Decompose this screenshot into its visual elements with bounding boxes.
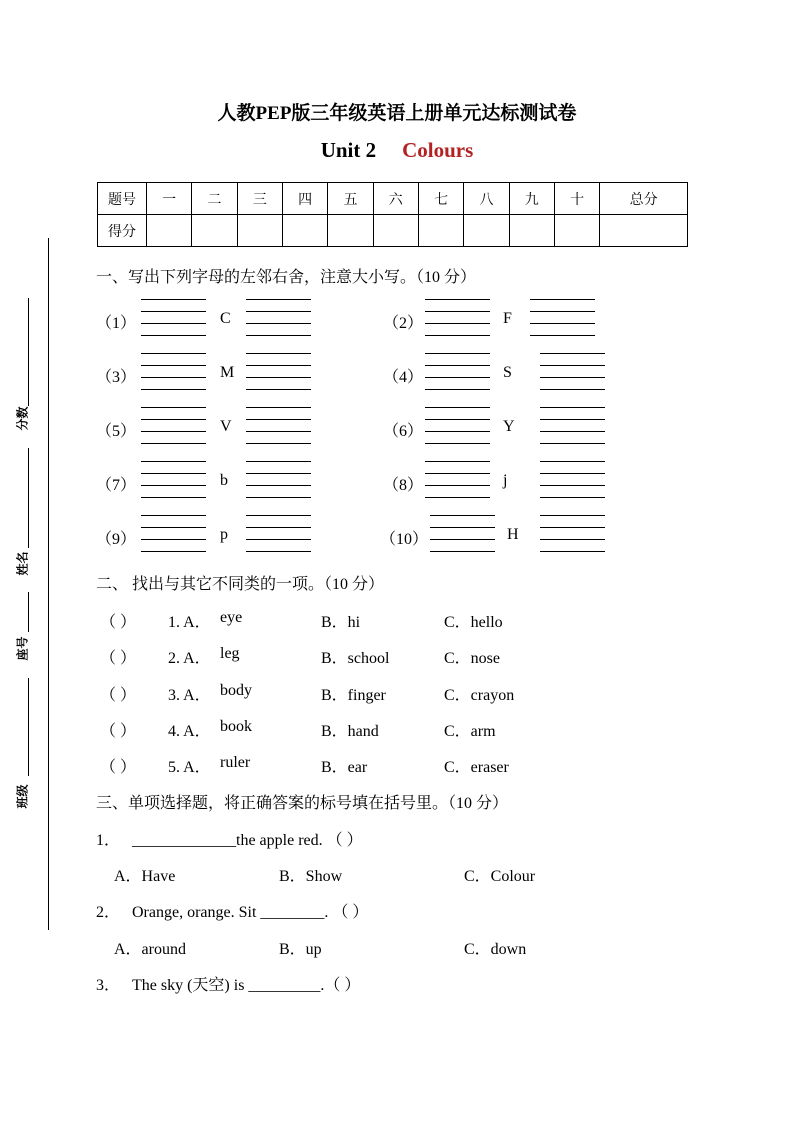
writing-line[interactable] (246, 323, 311, 324)
unit-number: Unit 2 (320, 138, 377, 162)
writing-line[interactable] (540, 431, 605, 432)
writing-line[interactable] (530, 323, 595, 324)
writing-line[interactable] (141, 323, 206, 324)
answer-paren[interactable]: （ ） (100, 650, 137, 667)
letter-item-number: （1） (96, 315, 137, 332)
writing-line[interactable] (246, 365, 311, 366)
odd-option-c: C．nose (444, 650, 501, 667)
writing-line[interactable] (425, 377, 490, 378)
writing-line[interactable] (246, 311, 311, 312)
score-table-cell: 二 (192, 183, 237, 215)
answer-paren[interactable]: （ ） (100, 687, 137, 704)
score-input-cell[interactable] (147, 215, 192, 247)
writing-line[interactable] (425, 497, 490, 498)
writing-line[interactable] (540, 443, 605, 444)
writing-line[interactable] (141, 473, 206, 474)
writing-line[interactable] (540, 515, 605, 516)
score-table (97, 182, 688, 247)
score-input-cell[interactable] (328, 215, 373, 247)
letter-item-letter: F (503, 310, 512, 327)
writing-line[interactable] (141, 497, 206, 498)
section-1-title: 一、写出下列字母的左邻右舍，注意大小写。（10 分） (96, 269, 477, 286)
unit-heading (0, 138, 794, 163)
q2-option-b: B．up (279, 941, 322, 958)
writing-line[interactable] (425, 353, 490, 354)
score-table-cell: 总分 (600, 183, 688, 215)
writing-line[interactable] (246, 473, 311, 474)
fill-line-seat[interactable] (28, 592, 29, 632)
letter-item-letter: p (220, 526, 228, 543)
odd-option-a: leg (220, 645, 240, 662)
writing-line[interactable] (141, 377, 206, 378)
odd-option-a: eye (220, 609, 243, 626)
writing-line[interactable] (246, 485, 311, 486)
margin-label-score: 分数 (15, 406, 30, 431)
section-3-title: 三、单项选择题，将正确答案的标号填在括号里。（10 分） (96, 795, 509, 812)
page-title: 人教PEP版三年级英语上册单元达标测试卷 (217, 103, 577, 124)
writing-line[interactable] (425, 419, 490, 420)
score-input-cell[interactable] (464, 215, 509, 247)
writing-line[interactable] (425, 311, 490, 312)
writing-line[interactable] (425, 389, 490, 390)
writing-line[interactable] (141, 311, 206, 312)
answer-paren[interactable]: （ ） (100, 723, 137, 740)
binding-line (48, 238, 49, 930)
letter-item-letter: S (503, 364, 512, 381)
score-input-cell[interactable] (554, 215, 599, 247)
writing-line[interactable] (540, 539, 605, 540)
score-table-cell: 三 (237, 183, 282, 215)
q1-text[interactable]: _____________the apple red. （ ） (132, 832, 363, 849)
odd-option-b: B．ear (321, 759, 368, 776)
letter-item-number: （5） (96, 423, 137, 440)
writing-line[interactable] (246, 407, 311, 408)
writing-line[interactable] (141, 515, 206, 516)
writing-line[interactable] (141, 407, 206, 408)
writing-line[interactable] (141, 527, 206, 528)
writing-line[interactable] (425, 443, 490, 444)
q2-option-c: C．down (464, 941, 527, 958)
writing-line[interactable] (430, 539, 495, 540)
writing-line[interactable] (141, 419, 206, 420)
writing-line[interactable] (246, 377, 311, 378)
q2-option-a: A．around (114, 941, 186, 958)
q2-text[interactable]: Orange, orange. Sit ________. （ ） (132, 904, 369, 921)
odd-option-a: body (220, 682, 252, 699)
writing-line[interactable] (141, 461, 206, 462)
writing-line[interactable] (246, 389, 311, 390)
writing-line[interactable] (246, 539, 311, 540)
writing-line[interactable] (430, 527, 495, 528)
fill-line-name[interactable] (28, 448, 29, 548)
letter-item-number: （7） (96, 477, 137, 494)
writing-line[interactable] (540, 407, 605, 408)
score-table-cell: 题号 (98, 183, 147, 215)
writing-line[interactable] (246, 443, 311, 444)
score-table-cell: 一 (147, 183, 192, 215)
margin-label-seat: 座号 (15, 636, 30, 661)
odd-option-c: C．hello (444, 614, 503, 631)
odd-option-c: C．crayon (444, 687, 515, 704)
score-table-cell: 六 (373, 183, 418, 215)
score-table-cell: 得分 (98, 215, 147, 247)
writing-line[interactable] (425, 299, 490, 300)
writing-line[interactable] (540, 365, 605, 366)
letter-item-number: （8） (383, 477, 424, 494)
q1-option-b: B．Show (279, 868, 343, 885)
writing-line[interactable] (430, 551, 495, 552)
margin-label-class: 班级 (15, 784, 30, 809)
letter-item-letter: j (503, 472, 508, 489)
odd-option-a: book (220, 718, 252, 735)
unit-name: Colours (402, 138, 474, 162)
fill-line-score[interactable] (28, 298, 29, 406)
score-input-cell[interactable] (237, 215, 282, 247)
writing-line[interactable] (246, 419, 311, 420)
margin-label-name: 姓名 (15, 551, 30, 576)
odd-item-number: 5. A． (168, 759, 211, 776)
q1-option-c: C．Colour (464, 868, 536, 885)
letter-item-number: （2） (383, 315, 424, 332)
score-table-cell: 五 (328, 183, 373, 215)
writing-line[interactable] (540, 485, 605, 486)
q3-text[interactable]: The sky (天空) is _________.（ ） (132, 977, 361, 994)
writing-line[interactable] (141, 443, 206, 444)
score-input-cell[interactable] (509, 215, 554, 247)
odd-option-b: B．school (321, 650, 390, 667)
score-table-cell: 七 (418, 183, 463, 215)
odd-item-number: 2. A． (168, 650, 211, 667)
letter-item-letter: C (220, 310, 231, 327)
odd-option-b: B．hi (321, 614, 361, 631)
writing-line[interactable] (141, 389, 206, 390)
writing-line[interactable] (540, 353, 605, 354)
score-input-cell[interactable] (192, 215, 237, 247)
section-2-title: 二、 找出与其它不同类的一项。（10 分） (96, 576, 385, 593)
odd-item-number: 3. A． (168, 687, 211, 704)
writing-line[interactable] (425, 407, 490, 408)
writing-line[interactable] (141, 365, 206, 366)
letter-item-letter: H (507, 526, 519, 543)
writing-line[interactable] (141, 353, 206, 354)
odd-option-b: B．hand (321, 723, 379, 740)
writing-line[interactable] (425, 473, 490, 474)
q1-option-a: A．Have (114, 868, 176, 885)
writing-line[interactable] (141, 551, 206, 552)
score-input-cell[interactable] (373, 215, 418, 247)
odd-item-number: 4. A． (168, 723, 211, 740)
writing-line[interactable] (246, 299, 311, 300)
letter-item-letter: V (220, 418, 232, 435)
writing-line[interactable] (540, 461, 605, 462)
writing-line[interactable] (246, 527, 311, 528)
letter-item-number: （4） (383, 369, 424, 386)
odd-option-b: B．finger (321, 687, 386, 704)
letter-item-letter: Y (503, 418, 515, 435)
writing-line[interactable] (530, 299, 595, 300)
writing-line[interactable] (540, 377, 605, 378)
writing-line[interactable] (540, 389, 605, 390)
writing-line[interactable] (540, 497, 605, 498)
writing-line[interactable] (246, 551, 311, 552)
writing-line[interactable] (530, 311, 595, 312)
letter-item-number: （10） (380, 531, 429, 548)
answer-paren[interactable]: （ ） (100, 614, 137, 631)
letter-item-number: （3） (96, 369, 137, 386)
writing-line[interactable] (540, 473, 605, 474)
q2-number: 2． (96, 904, 121, 921)
writing-line[interactable] (425, 431, 490, 432)
letter-item-number: （6） (383, 423, 424, 440)
writing-line[interactable] (141, 335, 206, 336)
letter-item-letter: b (220, 472, 228, 489)
score-table-header-row (98, 183, 688, 215)
odd-option-c: C．arm (444, 723, 496, 740)
writing-line[interactable] (246, 431, 311, 432)
q1-number: 1． (96, 832, 121, 849)
odd-option-c: C．eraser (444, 759, 509, 776)
score-input-cell[interactable] (282, 215, 327, 247)
score-table-cell: 十 (554, 183, 599, 215)
writing-line[interactable] (141, 431, 206, 432)
score-table-cell: 九 (509, 183, 554, 215)
writing-line[interactable] (141, 485, 206, 486)
score-table-cell: 四 (282, 183, 327, 215)
writing-line[interactable] (425, 461, 490, 462)
writing-line[interactable] (425, 323, 490, 324)
writing-line[interactable] (540, 527, 605, 528)
writing-line[interactable] (425, 365, 490, 366)
writing-line[interactable] (430, 515, 495, 516)
writing-line[interactable] (246, 497, 311, 498)
score-input-cell[interactable] (600, 215, 688, 247)
score-table-cell: 八 (464, 183, 509, 215)
writing-line[interactable] (246, 353, 311, 354)
letter-item-letter: M (220, 364, 235, 381)
writing-line[interactable] (540, 551, 605, 552)
writing-line[interactable] (246, 335, 311, 336)
writing-line[interactable] (246, 515, 311, 516)
writing-line[interactable] (425, 335, 490, 336)
writing-line[interactable] (530, 335, 595, 336)
writing-line[interactable] (246, 461, 311, 462)
score-input-cell[interactable] (418, 215, 463, 247)
odd-option-a: ruler (220, 754, 251, 771)
writing-line[interactable] (425, 485, 490, 486)
answer-paren[interactable]: （ ） (100, 759, 137, 776)
score-table-score-row (98, 215, 688, 247)
writing-line[interactable] (141, 539, 206, 540)
odd-item-number: 1. A． (168, 614, 211, 631)
fill-line-class[interactable] (28, 678, 29, 776)
letter-item-number: （9） (96, 531, 137, 548)
writing-line[interactable] (141, 299, 206, 300)
q3-number: 3． (96, 977, 121, 994)
writing-line[interactable] (540, 419, 605, 420)
